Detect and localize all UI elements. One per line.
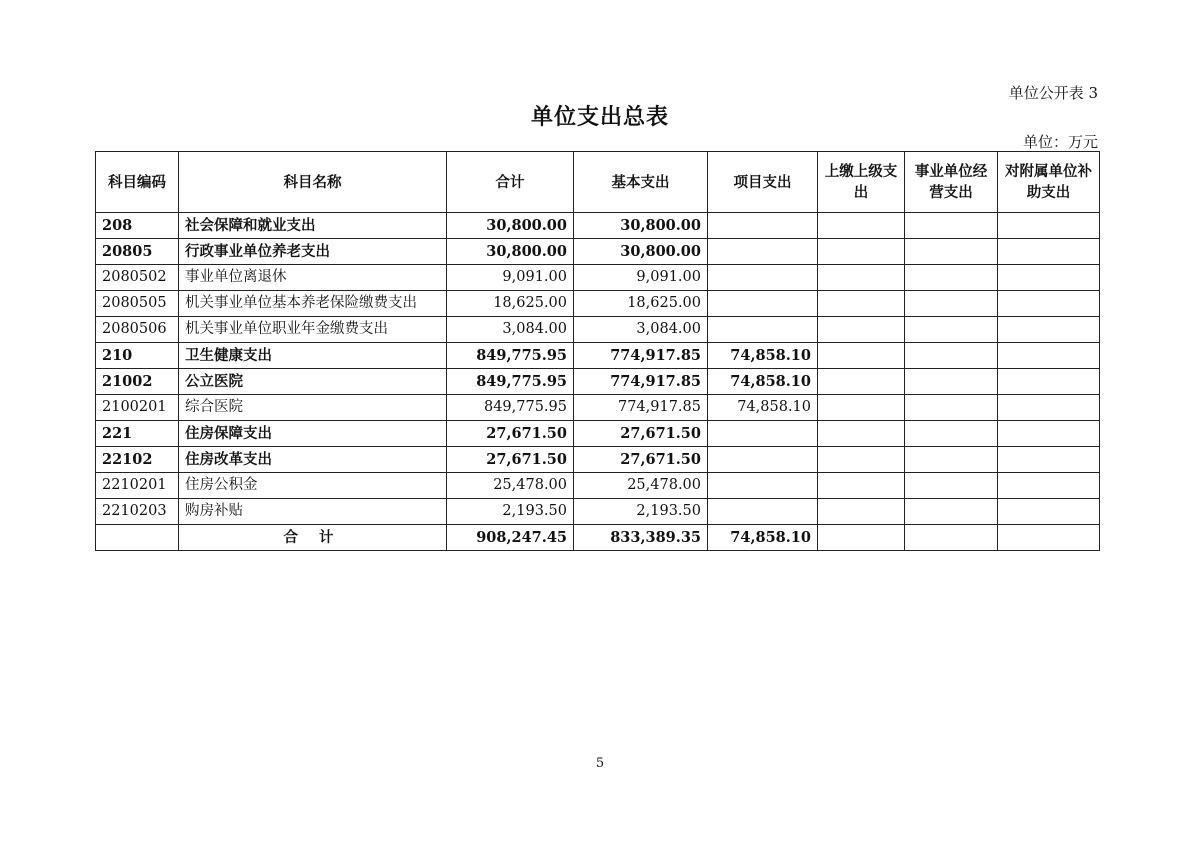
table-header — [96, 152, 1100, 213]
cell-project — [708, 317, 818, 343]
cell-basic: 774,917.85 — [574, 369, 708, 395]
cell-business — [905, 473, 998, 499]
cell-code: 221 — [96, 421, 179, 447]
col-header-project: 项目支出 — [708, 152, 818, 213]
cell-business — [905, 265, 998, 291]
total-row — [96, 525, 1100, 551]
table-row — [96, 369, 1100, 395]
cell-name: 购房补贴 — [179, 499, 447, 525]
cell-total: 25,478.00 — [447, 473, 574, 499]
cell-business — [905, 213, 998, 239]
cell-business — [905, 447, 998, 473]
cell-business — [905, 291, 998, 317]
cell-subsidy — [998, 291, 1100, 317]
cell-name: 住房改革支出 — [179, 447, 447, 473]
cell-project: 74,858.10 — [708, 343, 818, 369]
cell-subsidy — [998, 421, 1100, 447]
cell-remit — [818, 421, 905, 447]
cell-name: 行政事业单位养老支出 — [179, 239, 447, 265]
table-row — [96, 265, 1100, 291]
cell-remit — [818, 499, 905, 525]
cell-remit — [818, 525, 905, 551]
cell-remit — [818, 473, 905, 499]
table-row — [96, 447, 1100, 473]
cell-basic: 18,625.00 — [574, 291, 708, 317]
cell-project — [708, 213, 818, 239]
cell-project — [708, 239, 818, 265]
table-row — [96, 317, 1100, 343]
cell-basic: 30,800.00 — [574, 213, 708, 239]
table-row — [96, 343, 1100, 369]
col-header-name: 科目名称 — [179, 152, 447, 213]
cell-code: 2100201 — [96, 395, 179, 421]
cell-total: 30,800.00 — [447, 213, 574, 239]
cell-remit — [818, 239, 905, 265]
table-row — [96, 239, 1100, 265]
cell-name: 社会保障和就业支出 — [179, 213, 447, 239]
cell-project — [708, 499, 818, 525]
cell-subsidy — [998, 395, 1100, 421]
cell-total: 27,671.50 — [447, 447, 574, 473]
cell-code: 20805 — [96, 239, 179, 265]
cell-remit — [818, 317, 905, 343]
cell-code: 210 — [96, 343, 179, 369]
table-row — [96, 421, 1100, 447]
page-title: 单位支出总表 — [530, 104, 669, 130]
cell-project: 74,858.10 — [708, 525, 818, 551]
cell-remit — [818, 447, 905, 473]
cell-remit — [818, 265, 905, 291]
cell-code: 2210201 — [96, 473, 179, 499]
cell-basic: 27,671.50 — [574, 421, 708, 447]
cell-name: 公立医院 — [179, 369, 447, 395]
col-header-remit: 上缴上级支出 — [818, 152, 905, 213]
table-row — [96, 499, 1100, 525]
cell-business — [905, 499, 998, 525]
cell-business — [905, 317, 998, 343]
cell-code: 2080506 — [96, 317, 179, 343]
cell-total: 849,775.95 — [447, 369, 574, 395]
cell-code — [96, 525, 179, 551]
cell-code: 2210203 — [96, 499, 179, 525]
cell-total: 27,671.50 — [447, 421, 574, 447]
table-row — [96, 473, 1100, 499]
cell-basic: 774,917.85 — [574, 395, 708, 421]
cell-subsidy — [998, 265, 1100, 291]
cell-total: 908,247.45 — [447, 525, 574, 551]
col-header-total: 合计 — [447, 152, 574, 213]
cell-code: 21002 — [96, 369, 179, 395]
table-row — [96, 213, 1100, 239]
cell-subsidy — [998, 499, 1100, 525]
cell-basic: 9,091.00 — [574, 265, 708, 291]
cell-name: 机关事业单位基本养老保险缴费支出 — [179, 291, 447, 317]
cell-basic: 30,800.00 — [574, 239, 708, 265]
cell-project: 74,858.10 — [708, 369, 818, 395]
cell-total: 18,625.00 — [447, 291, 574, 317]
cell-remit — [818, 291, 905, 317]
cell-name: 住房公积金 — [179, 473, 447, 499]
cell-business — [905, 395, 998, 421]
cell-subsidy — [998, 317, 1100, 343]
cell-total: 30,800.00 — [447, 239, 574, 265]
cell-subsidy — [998, 447, 1100, 473]
cell-remit — [818, 213, 905, 239]
cell-remit — [818, 369, 905, 395]
cell-name: 事业单位离退休 — [179, 265, 447, 291]
cell-business — [905, 343, 998, 369]
cell-subsidy — [998, 369, 1100, 395]
col-header-basic: 基本支出 — [574, 152, 708, 213]
cell-total: 9,091.00 — [447, 265, 574, 291]
cell-business — [905, 239, 998, 265]
total-label: 合 计 — [179, 525, 447, 551]
cell-total: 849,775.95 — [447, 343, 574, 369]
cell-project — [708, 265, 818, 291]
col-header-code: 科目编码 — [96, 152, 179, 213]
cell-total: 849,775.95 — [447, 395, 574, 421]
expenditure-table — [95, 151, 1100, 551]
cell-business — [905, 421, 998, 447]
cell-subsidy — [998, 343, 1100, 369]
cell-code: 208 — [96, 213, 179, 239]
cell-basic: 2,193.50 — [574, 499, 708, 525]
cell-code: 2080505 — [96, 291, 179, 317]
table-row — [96, 291, 1100, 317]
cell-project: 74,858.10 — [708, 395, 818, 421]
cell-project — [708, 421, 818, 447]
cell-total: 3,084.00 — [447, 317, 574, 343]
unit-label: 单位：万元 — [1022, 133, 1098, 151]
table-row — [96, 395, 1100, 421]
cell-name: 住房保障支出 — [179, 421, 447, 447]
cell-subsidy — [998, 473, 1100, 499]
cell-business — [905, 369, 998, 395]
cell-basic: 27,671.50 — [574, 447, 708, 473]
cell-project — [708, 473, 818, 499]
cell-basic: 774,917.85 — [574, 343, 708, 369]
cell-remit — [818, 343, 905, 369]
col-header-subsidy: 对附属单位补助支出 — [998, 152, 1100, 213]
cell-business — [905, 525, 998, 551]
cell-total: 2,193.50 — [447, 499, 574, 525]
cell-basic: 25,478.00 — [574, 473, 708, 499]
cell-basic: 3,084.00 — [574, 317, 708, 343]
cell-name: 机关事业单位职业年金缴费支出 — [179, 317, 447, 343]
cell-remit — [818, 395, 905, 421]
form-id: 单位公开表 3 — [1008, 84, 1098, 102]
cell-name: 卫生健康支出 — [179, 343, 447, 369]
col-header-business: 事业单位经营支出 — [905, 152, 998, 213]
page-number: 5 — [595, 756, 605, 771]
cell-project — [708, 291, 818, 317]
cell-code: 22102 — [96, 447, 179, 473]
cell-subsidy — [998, 213, 1100, 239]
cell-project — [708, 447, 818, 473]
cell-subsidy — [998, 239, 1100, 265]
cell-basic: 833,389.35 — [574, 525, 708, 551]
cell-code: 2080502 — [96, 265, 179, 291]
cell-name: 综合医院 — [179, 395, 447, 421]
cell-subsidy — [998, 525, 1100, 551]
